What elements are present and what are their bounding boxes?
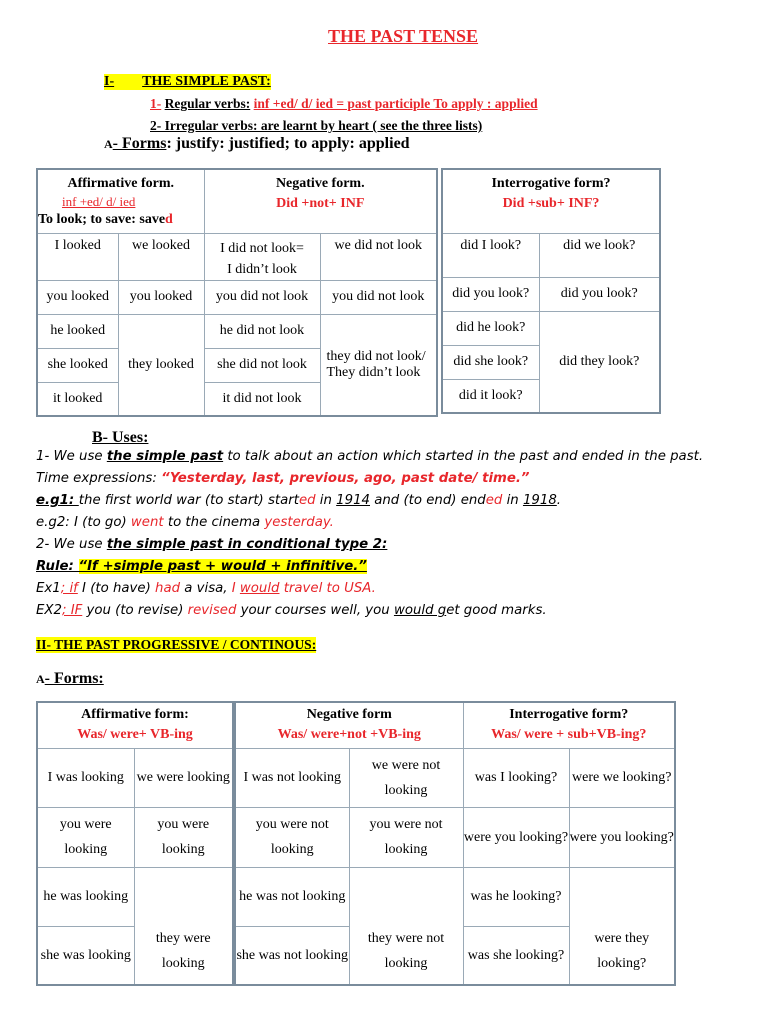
table-cell: he was looking	[37, 867, 134, 926]
table-cell: he looked	[37, 314, 118, 348]
rule-line: Rule: “If +simple past + would + infinitive.”	[36, 559, 367, 574]
page-title: THE PAST TENSE	[328, 26, 479, 46]
affirmative-title: Affirmative form.	[67, 176, 174, 191]
uses-heading: B- Uses:	[92, 429, 149, 446]
ex1-line: Ex1; if I (to have) had a visa, I would travel to USA.	[36, 581, 376, 596]
table-cell: she was not looking	[235, 926, 349, 985]
table-cell: I was looking	[37, 748, 134, 807]
table-cell: did they look?	[539, 311, 660, 413]
table-cell: I was not looking	[235, 748, 349, 807]
table-cell: she was looking	[37, 926, 134, 985]
table-cell: was I looking?	[463, 748, 569, 807]
irregular-verbs-line: 2- Irregular verbs: are learnt by heart ( see the three lists)	[150, 118, 483, 133]
table-cell: they did not look/ They didn’t look	[320, 314, 437, 416]
example-2-line: e.g2: I (to go) went to the cinema yesterday.	[36, 515, 334, 530]
table-cell: we looked	[118, 233, 204, 280]
table-cell: did she look?	[442, 345, 539, 379]
table-cell: were you looking?	[569, 807, 675, 867]
negative-header	[204, 169, 437, 233]
table-cell: was she looking?	[463, 926, 569, 985]
table-cell: you were looking	[134, 807, 233, 867]
table-cell: you did not look	[320, 280, 437, 314]
table-cell: did it look?	[442, 379, 539, 413]
table-cell: were we looking?	[569, 748, 675, 807]
heading-number: I-	[104, 74, 115, 89]
example-1-line: e.g1: the first world war (to start) started in 1914 and (to end) ended in 1918.	[36, 493, 562, 508]
interrogative-header: Interrogative form? Was/ were + sub+VB-ing?	[463, 702, 675, 748]
table-cell: he did not look	[204, 314, 320, 348]
forms-line-2: A- Forms:	[36, 670, 104, 687]
simple-past-table	[36, 168, 438, 417]
table-cell: you looked	[37, 280, 118, 314]
table-cell: I looked	[37, 233, 118, 280]
table-cell: we were not looking	[349, 748, 463, 807]
time-expressions-line: Time expressions: “Yesterday, last, previous, ago, past date/ time.”	[36, 471, 530, 486]
table-cell: was he looking?	[463, 867, 569, 926]
affirmative-example: To look; to save: saved	[38, 212, 173, 227]
item-number: 1-	[150, 96, 162, 111]
negative-title: Negative form.	[275, 176, 365, 191]
table-cell: she looked	[37, 348, 118, 382]
uses-line-2: 2- We use the simple past in conditional type 2:	[36, 537, 388, 552]
regular-verbs-line	[150, 96, 538, 112]
table-cell: I did not look= I didn’t look	[204, 233, 320, 280]
regular-verbs-rule: inf +ed/ d/ ied = past participle To apply : applied	[253, 96, 538, 111]
table-cell: you were looking	[37, 807, 134, 867]
table-cell: they were not looking	[349, 867, 463, 985]
table-cell: he was not looking	[235, 867, 349, 926]
table-cell: you looked	[118, 280, 204, 314]
section-heading-past-progressive: II- THE PAST PROGRESSIVE / CONTINOUS:	[36, 637, 317, 652]
negative-header: Negative form Was/ were+not +VB-ing	[235, 702, 463, 748]
interrogative-header	[442, 169, 660, 233]
simple-past-interrogative-table	[441, 168, 661, 414]
table-cell: we did not look	[320, 233, 437, 280]
table-cell: did I look?	[442, 233, 539, 277]
affirmative-header: Affirmative form: Was/ were+ VB-ing	[37, 702, 233, 748]
ex2-line: EX2; IF you (to revise) revised your courses well, you would get good marks.	[36, 603, 547, 618]
table-cell: you were not looking	[235, 807, 349, 867]
table-cell: were they looking?	[569, 867, 675, 985]
forms-example: : justify: justified; to apply: applied	[166, 135, 410, 152]
negative-rule: Did +not+ INF	[276, 196, 365, 211]
interrogative-title: Interrogative form?	[491, 176, 611, 191]
section-heading-simple-past	[104, 74, 271, 90]
table-cell: we were looking	[134, 748, 233, 807]
table-cell: were you looking?	[463, 807, 569, 867]
table-cell: you were not looking	[349, 807, 463, 867]
table-cell: you did not look	[204, 280, 320, 314]
table-cell: they looked	[118, 314, 204, 416]
table-cell: it looked	[37, 382, 118, 416]
forms-label: - Forms	[112, 135, 167, 152]
affirmative-rule: inf +ed/ d/ ied	[62, 194, 136, 209]
affirmative-header	[37, 169, 204, 233]
heading-text: THE SIMPLE PAST:	[142, 74, 271, 89]
table-cell: it did not look	[204, 382, 320, 416]
regular-verbs-label: Regular verbs:	[164, 96, 251, 111]
table-cell: did you look?	[539, 277, 660, 311]
uses-line-1: 1- We use the simple past to talk about an action which started in the past and ended in the past.	[36, 449, 704, 464]
forms-line	[104, 135, 410, 153]
past-progressive-negative-interrogative-table	[234, 701, 676, 986]
past-progressive-affirmative-table	[36, 701, 234, 986]
table-cell: did you look?	[442, 277, 539, 311]
table-cell: they were looking	[134, 867, 233, 985]
table-cell: she did not look	[204, 348, 320, 382]
forms-letter: A	[104, 137, 113, 151]
interrogative-rule: Did +sub+ INF?	[502, 196, 600, 211]
table-cell: did we look?	[539, 233, 660, 277]
table-cell: did he look?	[442, 311, 539, 345]
